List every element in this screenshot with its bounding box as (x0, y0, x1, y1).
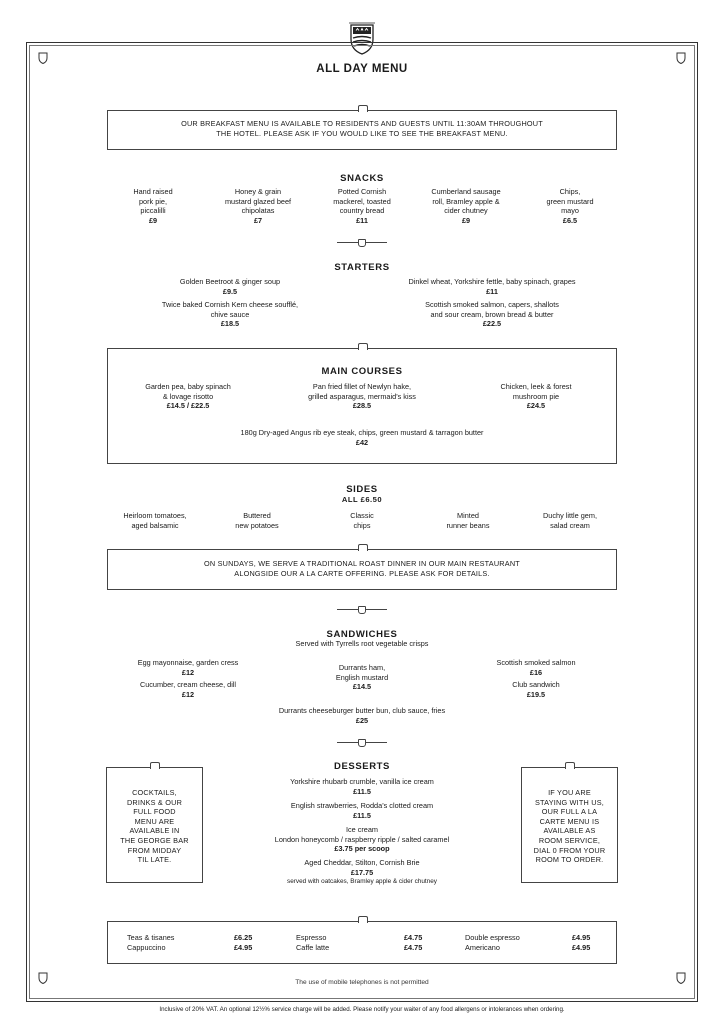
drink-name: Cappuccino (127, 943, 166, 952)
menu-item: Minted runner beans (446, 511, 490, 530)
divider-ornament (337, 238, 387, 246)
sides-subheading: ALL £6.50 (341, 495, 383, 504)
box-tab (358, 916, 368, 923)
sunday-notice: ON SUNDAYS, WE SERVE A TRADITIONAL ROAST DINNER IN OUR MAIN RESTAURANT ALONGSIDE OUR A LA CARTE OFFERING. PLEASE ASK FOR DETAILS. (204, 559, 520, 578)
menu-item: Chips, green mustard mayo £6.5 (546, 187, 594, 225)
drink-price: £4.95 (234, 943, 253, 952)
menu-item: Cucumber, cream cheese, dill £12 (139, 680, 237, 699)
menu-item: English strawberries, Rodda’s clotted cream £11.5 (290, 801, 434, 820)
menu-item: Heirloom tomatoes, aged balsamic (123, 511, 187, 530)
menu-item: Cumberland sausage roll, Bramley apple & cider chutney £9 (431, 187, 501, 225)
menu-item: Garden pea, baby spinach & lovage risotto £14.5 / £22.5 (145, 382, 231, 410)
drink-price: £4.75 (404, 943, 423, 952)
menu-item: Scottish smoked salmon, capers, shallots and sour cream, brown bread & butter £22.5 (425, 300, 559, 328)
sandwiches-subheading: Served with Tyrrells root vegetable crisps (295, 639, 429, 648)
box-tab (358, 544, 368, 551)
drink-name: Caffe latte (296, 943, 330, 952)
starters-heading: STARTERS (334, 262, 390, 273)
menu-item: Golden Beetroot & ginger soup £9.5 (179, 277, 281, 296)
drink-price: £4.95 (572, 943, 591, 952)
bar-info-text: COCKTAILS, DRINKS & OUR FULL FOOD MENU ARE AVAILABLE IN THE GEORGE BAR FROM MIDDAY TIL LATE. (120, 788, 189, 865)
menu-item: Duchy little gem, salad cream (543, 511, 597, 530)
divider-ornament (337, 738, 387, 746)
menu-item: Buttered new potatoes (235, 511, 279, 530)
menu-item: 180g Dry-aged Angus rib eye steak, chips, green mustard & tarragon butter £42 (240, 428, 484, 447)
menu-item: Club sandwich £19.5 (512, 680, 560, 699)
menu-item: Chicken, leek & forest mushroom pie £24.5 (500, 382, 572, 410)
drink-name: Espresso (296, 933, 327, 942)
drinks-box (107, 921, 617, 964)
sides-heading: SIDES (346, 484, 378, 495)
box-tab (358, 105, 368, 112)
menu-item: Ice cream London honeycomb / raspberry ripple / salted caramel £3.75 per scoop (274, 825, 450, 853)
main-courses-heading: MAIN COURSES (321, 366, 403, 377)
drink-price: £4.95 (572, 933, 591, 942)
menu-item: Hand raised pork pie, piccalilli £9 (133, 187, 173, 225)
menu-item: Scottish smoked salmon £16 (496, 658, 576, 677)
menu-item: Durrants cheeseburger butter bun, club sauce, fries £25 (278, 706, 446, 725)
menu-item: Durrants ham, English mustard £14.5 (335, 663, 389, 691)
footer-note: Inclusive of 20% VAT. An optional 12½% service charge will be added. Please notify your waiter of any food allergens or intolerances when ordering. (159, 1006, 565, 1013)
menu-item: Aged Cheddar, Stilton, Cornish Brie £17.75 served with oatcakes, Bramley apple & cider chutney (287, 858, 437, 885)
menu-item: Classic chips (350, 511, 374, 530)
drink-price: £6.25 (234, 933, 253, 942)
box-tab (565, 762, 575, 769)
menu-item: Honey & grain mustard glazed beef chipolatas £7 (224, 187, 292, 225)
snacks-heading: SNACKS (340, 173, 384, 184)
breakfast-notice: OUR BREAKFAST MENU IS AVAILABLE TO RESIDENTS AND GUESTS UNTIL 11:30AM THROUGHOUT THE HOTEL. PLEASE ASK IF YOU WOULD LIKE TO SEE THE BREAKFAST MENU. (181, 119, 543, 138)
drink-name: Teas & tisanes (127, 933, 175, 942)
menu-item: Twice baked Cornish Kern cheese soufflé, chive sauce £18.5 (161, 300, 299, 328)
menu-title: ALL DAY MENU (316, 63, 408, 75)
drink-name: Americano (465, 943, 500, 952)
menu-item: Yorkshire rhubarb crumble, vanilla ice cream £11.5 (290, 777, 434, 796)
menu-item: Pan fried fillet of Newlyn hake, grilled asparagus, mermaid’s kiss £28.5 (308, 382, 416, 410)
menu-item: Egg mayonnaise, garden cress £12 (137, 658, 239, 677)
divider-ornament (337, 605, 387, 613)
menu-item: Potted Cornish mackerel, toasted country bread £11 (333, 187, 391, 225)
room-service-text: IF YOU ARE STAYING WITH US, OUR FULL A LA CARTE MENU IS AVAILABLE AS ROOM SERVICE, DIAL 0 FROM YOUR ROOM TO ORDER. (533, 788, 606, 865)
phone-notice: The use of mobile telephones is not permitted (295, 979, 429, 986)
desserts-heading: DESSERTS (333, 761, 390, 772)
box-tab (150, 762, 160, 769)
menu-item: Dinkel wheat, Yorkshire fettle, baby spinach, grapes £11 (408, 277, 576, 296)
drink-price: £4.75 (404, 933, 423, 942)
drink-name: Double espresso (465, 933, 520, 942)
sandwiches-heading: SANDWICHES (326, 629, 398, 640)
box-tab (358, 343, 368, 350)
